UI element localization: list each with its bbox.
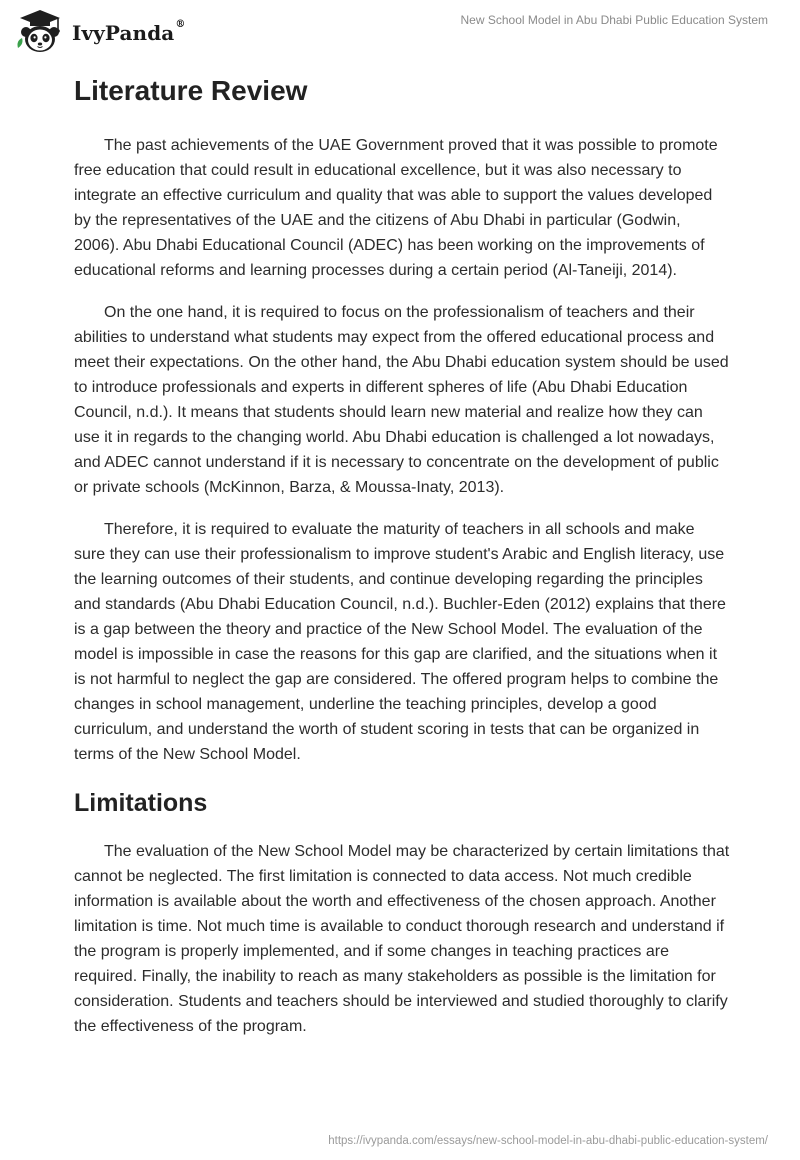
page-header	[0, 0, 800, 60]
section-heading: Literature Review	[74, 75, 308, 106]
panda-graduate-icon	[14, 8, 66, 54]
ivypanda-logo[interactable]	[14, 8, 185, 54]
paragraph: Therefore, it is required to evaluate the maturity of teachers in all schools and make sure they can use their professionalism to improve student's Arabic and English literacy, use the learning outcomes of their students, and continue developing regarding the principles and standards (Abu Dhabi Education Council, n.d.). Buchler-Eden (2012) explains that there is a gap between the theory and practice of the New School Model. The evaluation of the model is impossible in case the reasons for this gap are clarified, and the situations when it is not harmful to neglect the gap are considered. The offered program helps to combine the changes in school management, underline the teaching principles, develop a good curriculum, and understand the worth of student scoring in tests that can be organized in terms of the New School Model.	[74, 521, 726, 763]
paragraph: The evaluation of the New School Model may be characterized by certain limitations that cannot be neglected. The first limitation is connected to data access. Not much credible information is available about the worth and effectiveness of the chosen approach. Another limitation is time. Not much time is available to conduct thorough research and understand if the program is properly implemented, and if some changes in teaching practices are required. Finally, the inability to reach as many stakeholders as possible is the limitation for consideration. Students and teachers should be interviewed and studied thoroughly to clarify the effectiveness of the program.	[74, 843, 730, 1035]
essay-content	[74, 72, 730, 1056]
brand-name: IvyPanda®	[72, 19, 186, 45]
paragraph: The past achievements of the UAE Government proved that it was possible to promote free education that could result in educational excellence, but it was also necessary to integrate an effective curriculum and quality that was able to support the values developed by the representatives of the UAE and the citizens of Abu Dhabi in particular (Godwin, 2006). Abu Dhabi Educational Council (ADEC) has been working on the improvements of educational reforms and learning processes during a certain period (Al-Taneiji, 2014).	[74, 137, 718, 279]
source-url[interactable]: https://ivypanda.com/essays/new-school-model-in-abu-dhabi-public-education-system/	[328, 1135, 768, 1147]
section-heading: Limitations	[74, 789, 208, 817]
paragraph: On the one hand, it is required to focus on the professionalism of teachers and their abilities to understand what students may expect from the offered educational process and meet their expectations. On the other hand, the Abu Dhabi education system should be used to introduce professionals and experts in different spheres of life (Abu Dhabi Education Council, n.d.). It means that students should learn new material and realize how they can use it in regards to the changing world. Abu Dhabi education is challenged a lot nowadays, and ADEC cannot understand if it is necessary to concentrate on the development of public or private schools (McKinnon, Barza, & Moussa-Inaty, 2013).	[74, 304, 729, 496]
running-title: New School Model in Abu Dhabi Public Education System	[460, 13, 768, 27]
